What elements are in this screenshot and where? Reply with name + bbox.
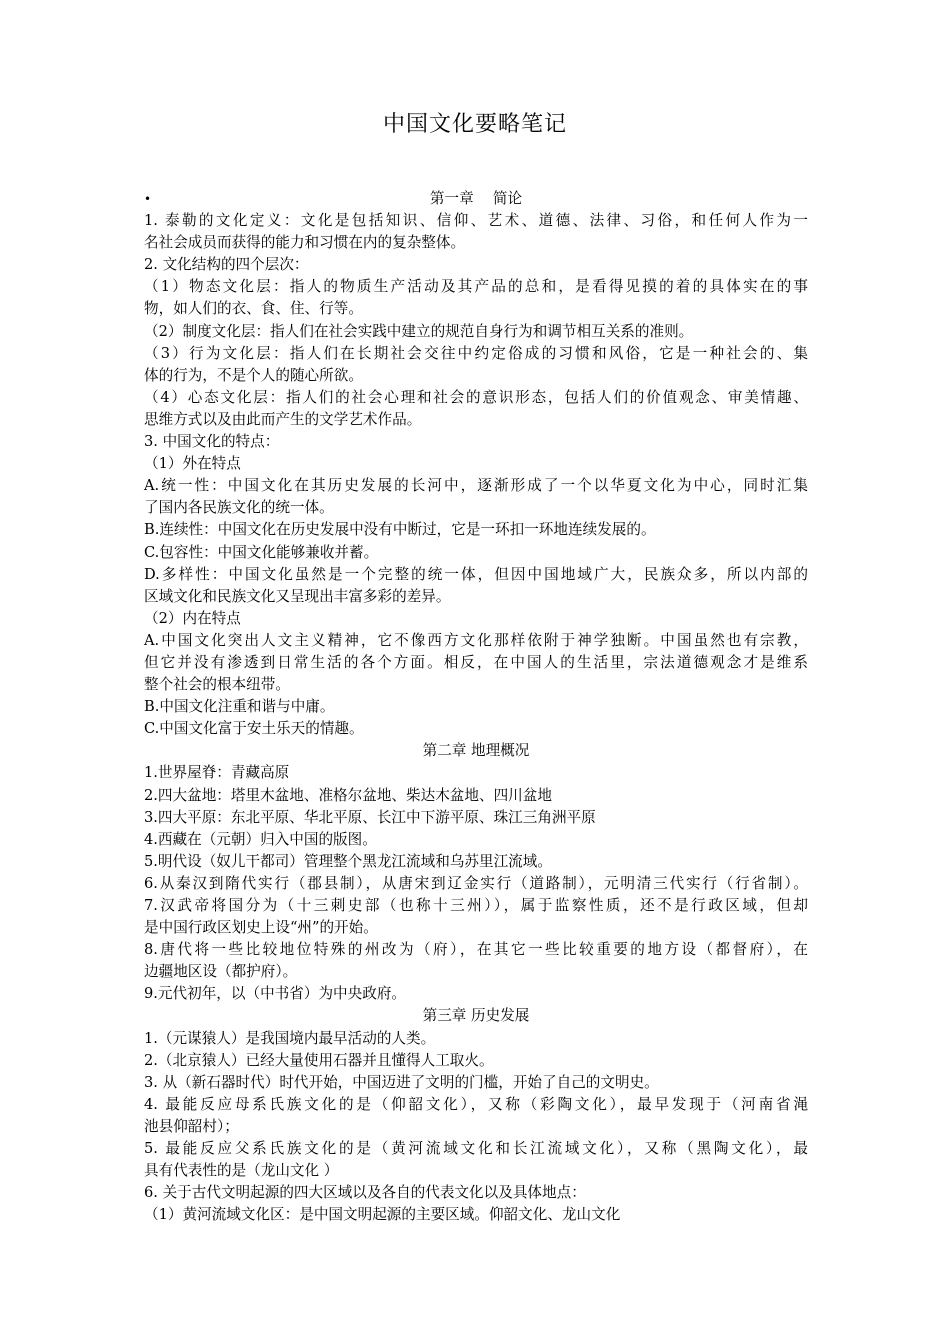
text-line: A.统一性：中国文化在其历史发展的长河中，逐渐形成了一个以华夏文化为中心，同时汇集	[144, 477, 808, 495]
text-line: （2）内在特点	[144, 609, 241, 627]
chapter-heading: 第二章 地理概况	[422, 742, 530, 760]
document-body	[144, 188, 808, 1226]
text-line: A.中国文化突出人文主义精神，它不像西方文化那样依附于神学独断。中国虽然也有宗教，	[144, 631, 808, 649]
text-line: 4. 最能反应母系氏族文化的是（仰韶文化），又称（彩陶文化），最早发现于（河南省渑	[144, 1095, 808, 1113]
text-line: 5. 最能反应父系氏族文化的是（黄河流域文化和长江流域文化），又称（黑陶文化），最	[144, 1140, 808, 1158]
text-line: D.多样性：中国文化虽然是一个完整的统一体，但因中国地域广大，民族众多，所以内部的	[144, 565, 808, 583]
text-line: 1. 泰勒的文化定义：文化是包括知识、信仰、艺术、道德、法律、习俗，和任何人作为一	[144, 212, 808, 230]
text-line: （1）外在特点	[144, 455, 241, 473]
text-line: 5.明代设（奴儿干都司）管理整个黑龙江流域和乌苏里江流域。	[144, 852, 552, 870]
text-line: （4）心态文化层：指人们的社会心理和社会的意识形态，包括人们的价值观念、审美情趣、	[144, 388, 808, 406]
text-line: 具有代表性的是（龙山文化 ）	[144, 1162, 339, 1180]
text-line: 9.元代初年，以（中书省）为中央政府。	[144, 985, 407, 1003]
text-line: 整个社会的根本纽带。	[144, 676, 290, 694]
text-line: 6.从秦汉到隋代实行（郡县制），从唐宋到辽金实行（道路制），元明清三代实行（行省制）。	[144, 874, 808, 892]
text-line: （1）黄河流域文化区：是中国文明起源的主要区域。仰韶文化、龙山文化	[144, 1206, 621, 1224]
text-line: B.中国文化注重和谐与中庸。	[144, 698, 335, 716]
text-line: 3.四大平原：东北平原、华北平原、长江中下游平原、珠江三角洲平原	[144, 808, 596, 826]
text-line: 2.四大盆地：塔里木盆地、准格尔盆地、柴达木盆地、四川盆地	[144, 786, 552, 804]
text-line: （2）制度文化层：指人们在社会实践中建立的规范自身行为和调节相互关系的准则。	[144, 322, 694, 340]
text-line: （1）物态文化层：指人的物质生产活动及其产品的总和，是看得见摸的着的具体实在的事	[144, 278, 808, 296]
text-line: 1.（元谋猿人）是我国境内最早活动的人类。	[144, 1029, 436, 1047]
bullet-marker: •	[144, 192, 152, 206]
text-line: 2.（北京猿人）已经大量使用石器并且懂得人工取火。	[144, 1051, 494, 1069]
text-line: 2. 文化结构的四个层次：	[144, 256, 309, 274]
text-line: 池县仰韶村）；	[144, 1117, 239, 1135]
text-line: 边疆地区设（都护府）。	[144, 963, 298, 981]
text-line: 1.世界屋脊：青藏高原	[144, 764, 290, 782]
chapter-heading: 第三章 历史发展	[422, 1007, 530, 1025]
text-line: 4.西藏在（元朝）归入中国的版图。	[144, 830, 377, 848]
text-line: C.中国文化富于安土乐天的情趣。	[144, 720, 364, 738]
text-line: 体的行为，不是个人的随心所欲。	[144, 366, 363, 384]
chapter-heading: 第一章 简论	[429, 190, 523, 207]
text-line: 8.唐代将一些比较地位特殊的州改为（府），在其它一些比较重要的地方设（都督府），在	[144, 941, 808, 959]
text-line: 物，如人们的衣、食、住、行等。	[144, 300, 363, 318]
text-line: （3）行为文化层：指人们在长期社会交往中约定俗成的习惯和风俗，它是一种社会的、集	[144, 344, 808, 362]
document-title: 中国文化要略笔记	[382, 112, 567, 137]
text-line: 区域文化和民族文化又呈现出丰富多彩的差异。	[144, 587, 451, 605]
text-line: 7.汉武帝将国分为（十三刺史部（也称十三州）），属于监察性质，还不是行政区域，但却	[144, 897, 808, 914]
text-line: 思维方式以及由此而产生的文学艺术作品。	[144, 410, 422, 428]
text-line: 是中国行政区划史上设“州”的开始。	[144, 919, 378, 937]
text-line: 了国内各民族文化的统一体。	[144, 499, 334, 517]
text-line: 名社会成员而获得的能力和习惯在内的复杂整体。	[144, 234, 466, 252]
text-line: 3. 中国文化的特点：	[144, 433, 280, 451]
text-line: C.包容性：中国文化能够兼收并蓄。	[144, 543, 379, 561]
text-line: 6. 关于古代文明起源的四大区域以及各自的代表文化以及具体地点：	[144, 1184, 586, 1202]
text-line: B.连续性：中国文化在历史发展中没有中断过，它是一环扣一环地连续发展的。	[144, 521, 656, 539]
text-line: 3. 从（新石器时代）时代开始，中国迈进了文明的门槛，开始了自己的文明史。	[144, 1073, 659, 1091]
text-line: 但它并没有渗透到日常生活的各个方面。相反，在中国人的生活里，宗法道德观念才是维系	[144, 653, 808, 671]
